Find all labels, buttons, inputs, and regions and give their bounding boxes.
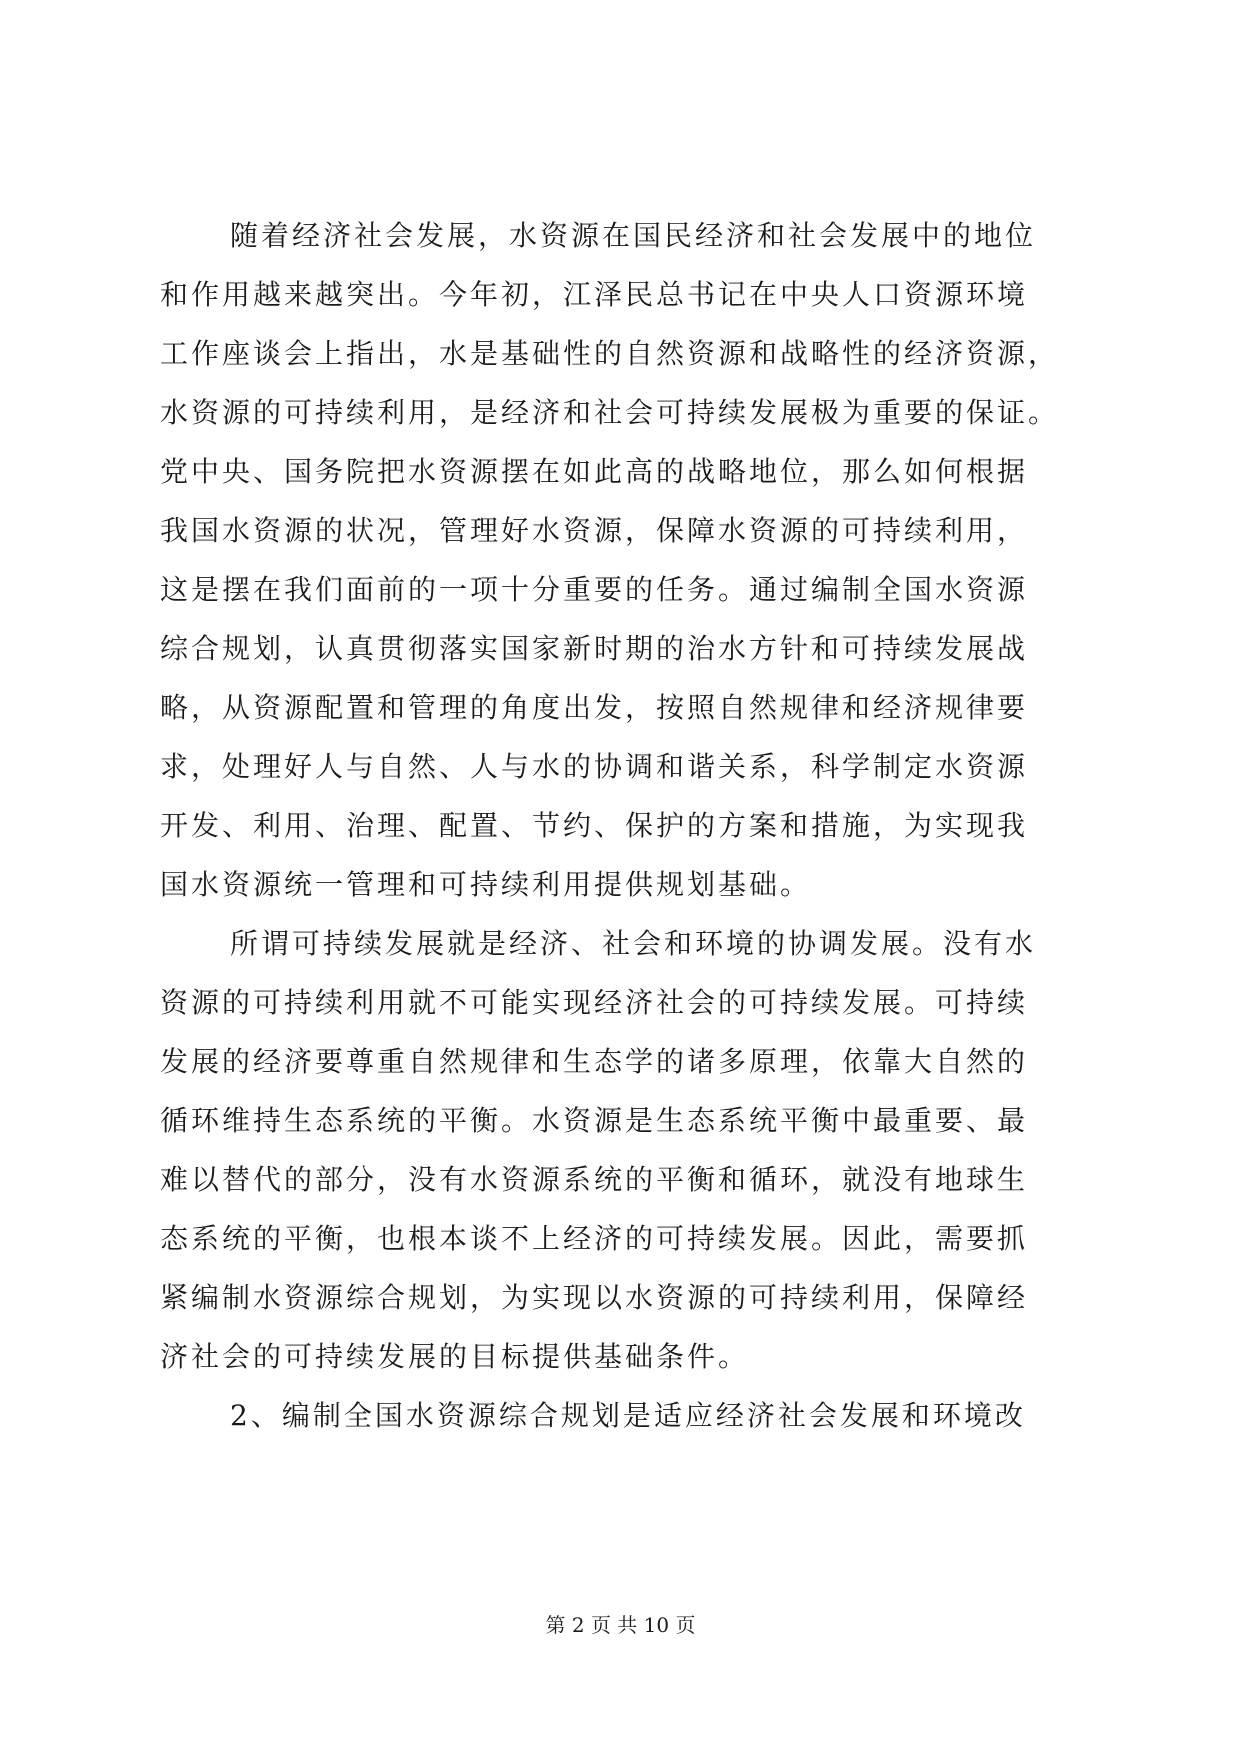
paragraph-1-line-9: 略，从资源配置和管理的角度出发，按照自然规律和经济规律要 <box>160 691 1029 724</box>
paragraph-1-line-2: 和作用越来越突出。今年初，江泽民总书记在中央人口资源环境 <box>160 278 1029 311</box>
paragraph-1-line-5: 党中央、国务院把水资源摆在如此高的战略地位，那么如何根据 <box>160 455 1029 488</box>
document-body <box>160 206 1090 1445</box>
paragraph-2-line-6: 态系统的平衡，也根本谈不上经济的可持续发展。因此，需要抓 <box>160 1222 1029 1255</box>
page-number-footer: 第 2 页 共 10 页 <box>545 1613 696 1637</box>
paragraph-2-line-7: 紧编制水资源综合规划，为实现以水资源的可持续利用，保障经 <box>160 1281 1029 1314</box>
paragraph-1-line-12: 国水资源统一管理和可持续利用提供规划基础。 <box>160 868 812 901</box>
paragraph-1-line-3: 工作座谈会上指出，水是基础性的自然资源和战略性的经济资源， <box>160 337 1060 370</box>
paragraph-3-line-1: 2、编制全国水资源综合规划是适应经济社会发展和环境改 <box>230 1399 1026 1432</box>
paragraph-2-line-1: 所谓可持续发展就是经济、社会和环境的协调发展。没有水 <box>230 927 1037 960</box>
paragraph-2-line-3: 发展的经济要尊重自然规律和生态学的诸多原理，依靠大自然的 <box>160 1045 1029 1078</box>
paragraph-2-line-2: 资源的可持续利用就不可能实现经济社会的可持续发展。可持续 <box>160 986 1029 1019</box>
paragraph-2-line-8: 济社会的可持续发展的目标提供基础条件。 <box>160 1340 750 1373</box>
paragraph-1-line-6: 我国水资源的状况，管理好水资源，保障水资源的可持续利用， <box>160 514 1029 547</box>
paragraph-1-line-1: 随着经济社会发展，水资源在国民经济和社会发展中的地位 <box>230 219 1037 252</box>
paragraph-2-line-5: 难以替代的部分，没有水资源系统的平衡和循环，就没有地球生 <box>160 1163 1029 1196</box>
paragraph-1-line-11: 开发、利用、治理、配置、节约、保护的方案和措施，为实现我 <box>160 809 1029 842</box>
paragraph-2-line-4: 循环维持生态系统的平衡。水资源是生态系统平衡中最重要、最 <box>160 1104 1029 1137</box>
paragraph-1-line-10: 求，处理好人与自然、人与水的协调和谐关系，科学制定水资源 <box>160 750 1029 783</box>
paragraph-1-line-7: 这是摆在我们面前的一项十分重要的任务。通过编制全国水资源 <box>160 573 1029 606</box>
paragraph-1-line-8: 综合规划，认真贯彻落实国家新时期的治水方针和可持续发展战 <box>160 632 1029 665</box>
paragraph-1-line-4: 水资源的可持续利用，是经济和社会可持续发展极为重要的保证。 <box>160 396 1060 429</box>
